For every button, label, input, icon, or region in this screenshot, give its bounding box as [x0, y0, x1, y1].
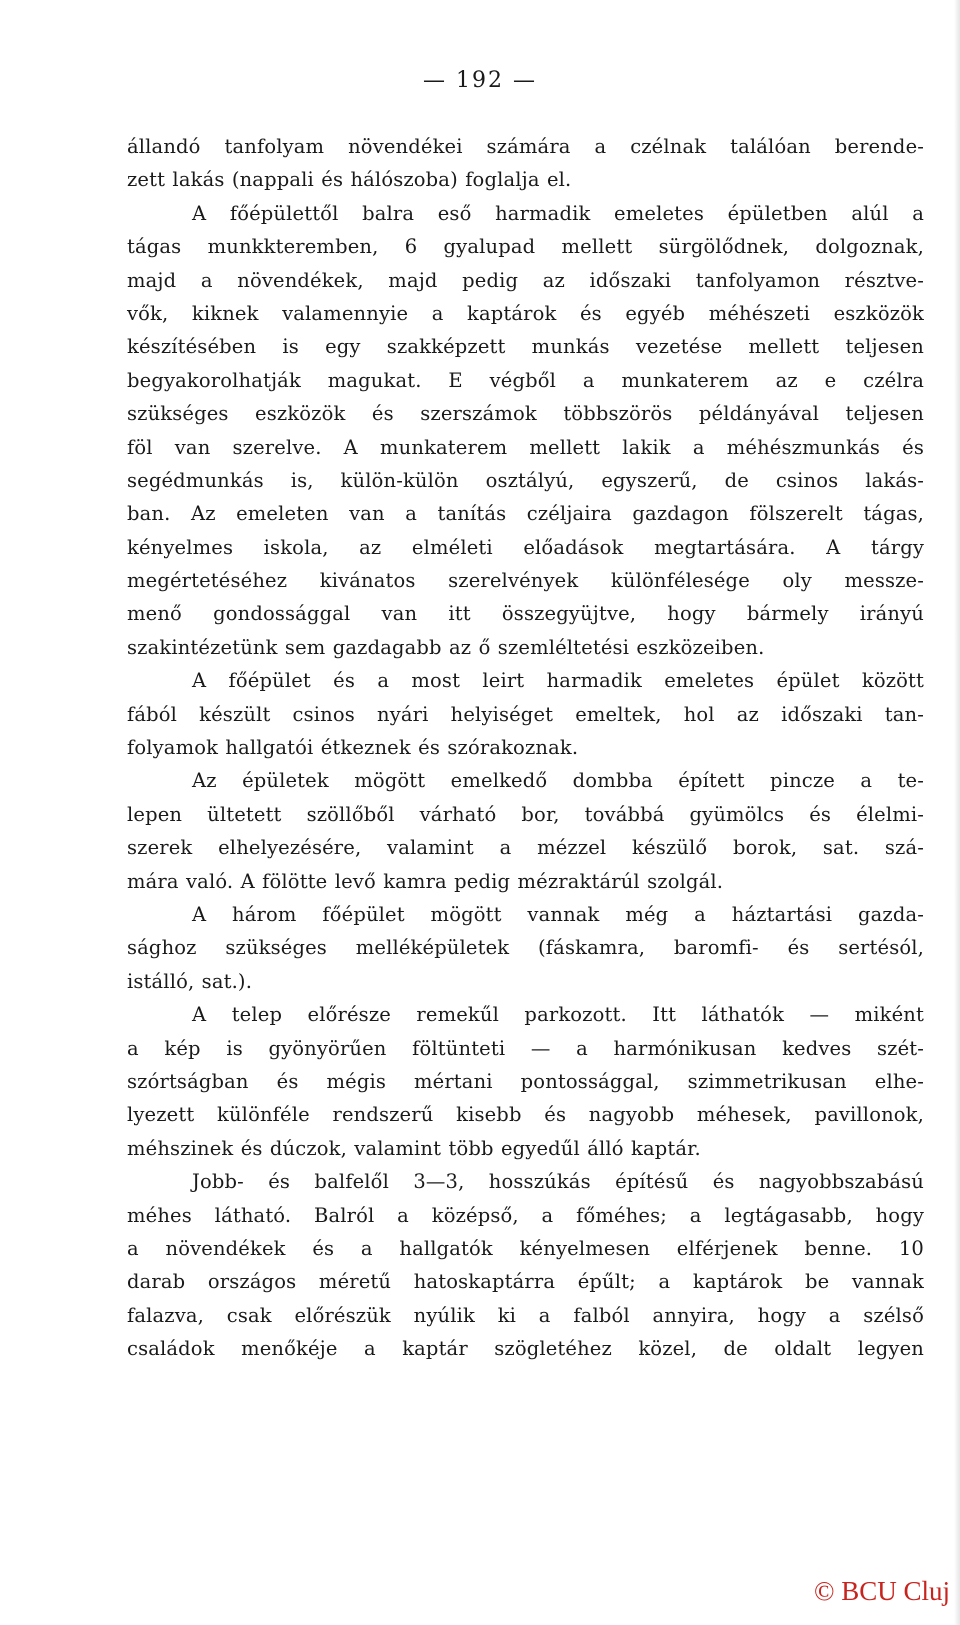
body-text: [127, 130, 924, 1365]
text-line: darab országos méretű hatoskaptárra épűlt; a kaptárok be vannak: [127, 1270, 924, 1294]
text-line: lepen ültetett szöllőből várható bor, továbbá gyümölcs és élelmi-: [127, 802, 924, 826]
text-line: tágas munkkteremben, 6 gyalupad mellett sürgölődnek, dolgoznak,: [127, 235, 924, 259]
text-line: zett lakás (nappali és hálószoba) foglalja el.: [127, 168, 572, 192]
watermark: © BCU Cluj: [813, 1576, 950, 1606]
text-line: méhszinek és dúczok, valamint több egyedűl álló kaptár.: [127, 1136, 701, 1160]
text-line: szakintézetünk sem gazdagabb az ő szemléltetési eszközeiben.: [127, 635, 765, 659]
text-line: A főépület és a most leirt harmadik emeletes épület között: [192, 669, 924, 693]
text-line: majd a növendékek, majd pedig az időszaki tanfolyamon résztve-: [127, 268, 924, 292]
text-line: Az épületek mögött emelkedő dombba épített pincze a te-: [192, 769, 924, 793]
text-line: sághoz szükséges melléképületek (fáskamra, baromfi- és sertésól,: [127, 936, 924, 960]
text-line: ban. Az emeleten van a tanítás czéljaira gazdagon fölszerelt tágas,: [127, 502, 924, 526]
page-number: — 192 —: [423, 68, 537, 93]
text-line: menő gondossággal van itt összegyüjtve, hogy bármely irányú: [127, 602, 924, 626]
text-line: segédmunkás is, külön-külön osztályú, egyszerű, de csinos lakás-: [127, 468, 924, 492]
text-line: falazva, csak előrészük nyúlik ki a falból annyira, hogy a szélső: [127, 1303, 924, 1327]
text-line: megértetéséhez kivánatos szerelvények különfélesége oly messze-: [127, 569, 924, 593]
text-line: kényelmes iskola, az elméleti előadások megtartására. A tárgy: [127, 535, 924, 559]
text-line: készítésében is egy szakképzett munkás vezetése mellett teljesen: [127, 335, 924, 359]
text-line: istálló, sat.).: [127, 969, 253, 993]
text-line: méhes látható. Balról a középső, a főméhes; a legtágasabb, hogy: [127, 1203, 924, 1227]
scan-edge: [954, 0, 960, 1625]
text-line: szórtságban és mégis mértani pontossággal, szimmetrikusan elhe-: [127, 1069, 924, 1093]
text-line: folyamok hallgatói étkeznek és szórakoznak.: [127, 736, 579, 760]
text-line: A főépülettől balra eső harmadik emeletes épületben alúl a: [192, 201, 924, 225]
text-line: föl van szerelve. A munkaterem mellett lakik a méhészmunkás és: [127, 435, 924, 459]
text-line: fából készült csinos nyári helyiséget emeltek, hol az időszaki tan-: [127, 702, 924, 726]
text-line: a kép is gyönyörűen föltünteti — a harmónikusan kedves szét-: [127, 1036, 924, 1060]
text-line: A három főépület mögött vannak még a háztartási gazda-: [192, 902, 924, 926]
text-line: Jobb- és balfelől 3—3, hosszúkás építésű és nagyobbszabású: [192, 1170, 924, 1194]
text-line: a növendékek és a hallgatók kényelmesen elférjenek benne. 10: [127, 1236, 924, 1260]
text-line: vők, kiknek valamennyie a kaptárok és egyéb méhészeti eszközök: [127, 301, 924, 325]
text-line: begyakorolhatják magukat. E végből a munkaterem az e czélra: [127, 368, 924, 392]
text-line: lyezett különféle rendszerű kisebb és nagyobb méhesek, pavillonok,: [127, 1103, 924, 1127]
text-line: mára való. A fölötte levő kamra pedig mézraktárúl szolgál.: [127, 869, 724, 893]
text-line: állandó tanfolyam növendékei számára a czélnak találóan berende-: [127, 135, 924, 158]
text-line: családok menőkéje a kaptár szögletéhez közel, de oldalt legyen: [127, 1337, 924, 1361]
text-line: szerek elhelyezésére, valamint a mézzel készülő borok, sat. szá-: [127, 836, 924, 860]
text-line: A telep előrésze remekűl parkozott. Itt láthatók — miként: [192, 1003, 924, 1027]
text-line: szükséges eszközök és szerszámok többszörös példányával teljesen: [127, 402, 924, 426]
